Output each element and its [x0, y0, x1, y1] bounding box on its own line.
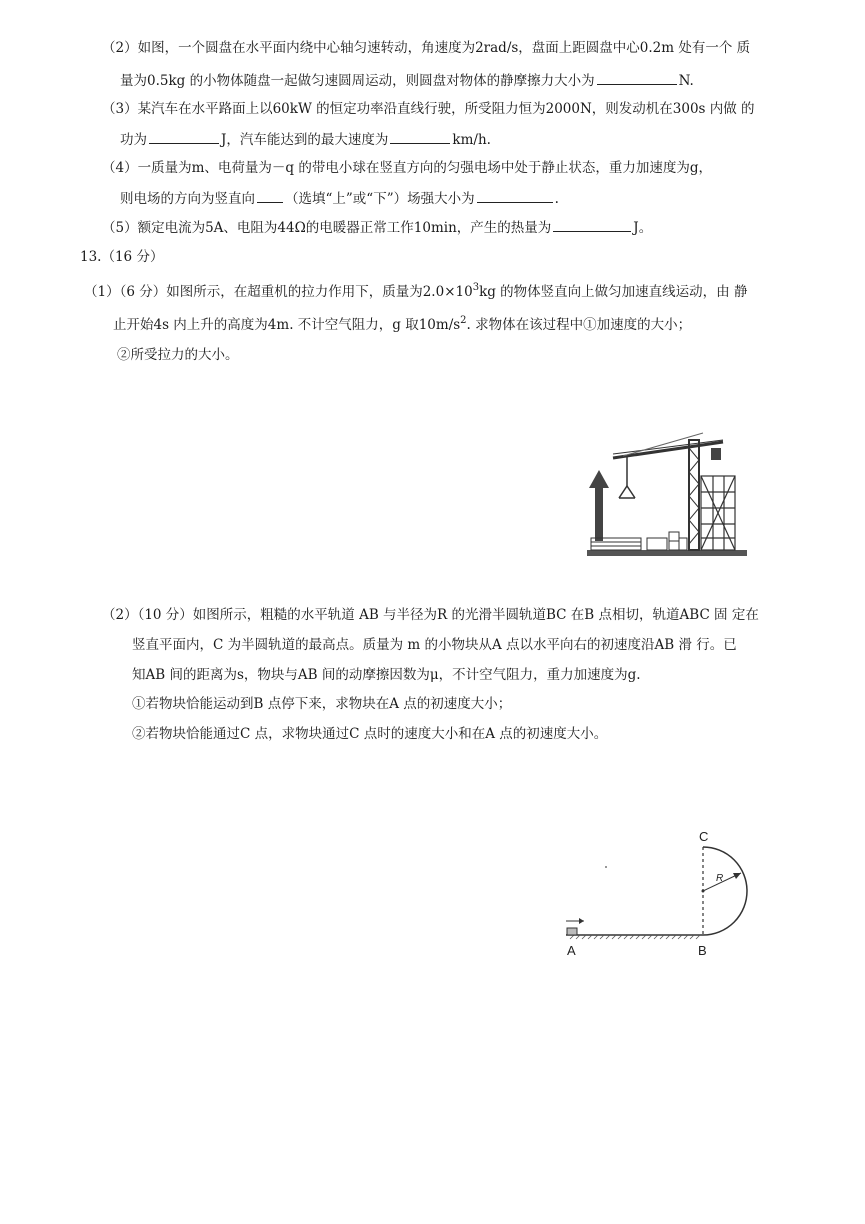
q13-header: 13.（16 分） — [80, 249, 164, 265]
label-c: C — [699, 829, 709, 844]
q12-3-line1: （3）某汽车在水平路面上以60kW 的恒定功率沿直线行驶，所受阻力恒为2000N，则发动机在300s 内做 的 — [102, 101, 755, 117]
q13-part1-line1: （1）（6 分）如图所示，在超重机的拉力作用下，质量为$2.0\times 10^3kg$ 的物体竖直向上做匀加速直线运动，由 静 — [84, 282, 748, 300]
answer-blank[interactable] — [257, 188, 283, 203]
q13-part2-line2: 竖直平面内，C 为半圆轨道的最高点。质量为 m 的小物块从A 点以水平向右的初速度沿AB 滑 行。已 — [132, 637, 737, 653]
track-figure — [558, 825, 758, 965]
label-r: R — [716, 873, 724, 884]
q13-part1-line2: 止开始4s 内上升的高度为4m. 不计空气阻力，g 取$10m/s^2$. 求物体在该过程中①加速度的大小； — [113, 315, 692, 333]
answer-blank[interactable] — [597, 70, 677, 85]
answer-blank[interactable] — [390, 129, 450, 144]
answer-blank[interactable] — [553, 217, 631, 232]
answer-blank[interactable] — [477, 188, 553, 203]
q12-4-line2: 则电场的方向为竖直向 （选填“上”或“下”）场强大小为 . — [120, 188, 559, 209]
q13-part1-line3: ②所受拉力的大小。 — [117, 347, 239, 363]
q12-2-line2: 量为0.5kg 的小物体随盘一起做匀速圆周运动，则圆盘对物体的静摩擦力大小为 N. — [120, 70, 694, 91]
q12-4-line1: （4）一质量为m、电荷量为－q 的带电小球在竖直方向的匀强电场中处于静止状态，重力加速度为g， — [102, 160, 712, 176]
q13-part2-line3: 知AB 间的距离为s，物块与AB 间的动摩擦因数为μ，不计空气阻力，重力加速度为g. — [132, 667, 641, 683]
q12-5-line1: （5）额定电流为5A、电阻为44Ω的电暖器正常工作10min，产生的热量为 J。 — [102, 217, 652, 238]
q13-part2-line5: ②若物块恰能通过C 点，求物块通过C 点时的速度大小和在A 点的初速度大小。 — [132, 726, 608, 742]
q13-part2-line1: （2）（10 分）如图所示，粗糙的水平轨道 AB 与半径为R 的光滑半圆轨道BC 在B 点相切，轨道ABC 固 定在 — [102, 607, 759, 623]
q12-3-line2: 功为 J，汽车能达到的最大速度为 km/h. — [120, 129, 491, 150]
label-a: A — [567, 943, 576, 958]
q12-2-line1: （2）如图，一个圆盘在水平面内绕中心轴匀速转动，角速度为2rad/s，盘面上距圆盘中心0.2m 处有一个 质 — [102, 40, 751, 56]
q13-part2-line4: ①若物块恰能运动到B 点停下来，求物块在A 点的初速度大小； — [132, 696, 512, 712]
crane-figure — [583, 428, 753, 563]
label-b: B — [698, 943, 707, 958]
answer-blank[interactable] — [149, 129, 219, 144]
